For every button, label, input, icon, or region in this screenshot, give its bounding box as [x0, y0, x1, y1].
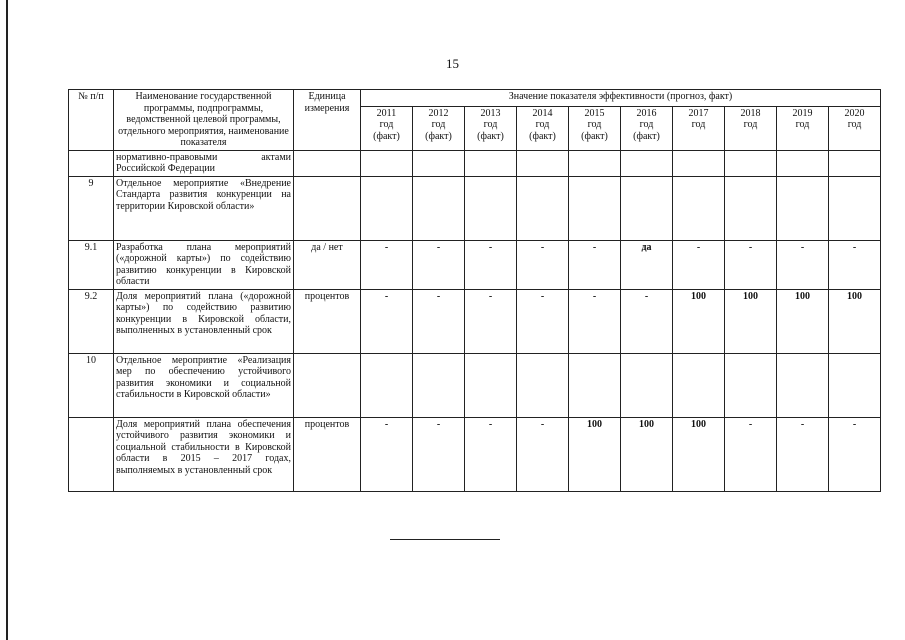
table-row — [69, 176, 881, 240]
row-value — [413, 353, 465, 417]
header-year-sub: год — [379, 119, 394, 131]
row-number — [69, 150, 114, 176]
margin-rule — [6, 0, 8, 640]
table-row — [69, 353, 881, 417]
header-year-note: (факт) — [477, 130, 504, 142]
header-year-year: 2013 — [480, 107, 501, 119]
header-name: Наименование государственной программы, подпрограммы, ведомственной целевой программы, отдельного мероприятия, наименование показателя — [114, 90, 294, 151]
header-year-2012 — [413, 106, 465, 150]
row-value: 100 — [673, 417, 725, 491]
row-value — [621, 353, 673, 417]
header-values-title: Значение показателя эффективности (прогноз, факт) — [361, 90, 881, 107]
row-number — [69, 417, 114, 491]
table-row — [69, 150, 881, 176]
header-year-note: (факт) — [581, 130, 608, 142]
table-row — [69, 289, 881, 353]
row-number: 9.1 — [69, 240, 114, 289]
table-row — [69, 240, 881, 289]
row-value: 100 — [569, 417, 621, 491]
header-year-2011 — [361, 106, 413, 150]
row-value: - — [725, 240, 777, 289]
row-value — [829, 176, 881, 240]
row-unit — [294, 150, 361, 176]
row-value: - — [777, 240, 829, 289]
header-year-note: (факт) — [529, 130, 556, 142]
header-year-sub: год — [535, 119, 550, 131]
row-value: 100 — [673, 289, 725, 353]
row-value: 100 — [777, 289, 829, 353]
header-year-sub: год — [483, 119, 498, 131]
row-value — [673, 176, 725, 240]
row-value — [673, 150, 725, 176]
header-year-2016 — [621, 106, 673, 150]
row-name: Доля мероприятий плана («дорожной карты») по содействию развитию конкуренции в Кировской области, выполненных в установленный срок — [114, 289, 294, 353]
row-value: да — [621, 240, 673, 289]
header-year-2015 — [569, 106, 621, 150]
header-year-year: 2015 — [584, 107, 605, 119]
row-value — [517, 353, 569, 417]
row-value — [777, 353, 829, 417]
row-value: - — [361, 417, 413, 491]
row-unit: процентов — [294, 417, 361, 491]
row-value: - — [621, 289, 673, 353]
row-value — [569, 176, 621, 240]
row-value — [465, 150, 517, 176]
row-value — [361, 176, 413, 240]
header-year-2014 — [517, 106, 569, 150]
row-value — [725, 353, 777, 417]
row-value — [725, 150, 777, 176]
row-unit: процентов — [294, 289, 361, 353]
row-unit — [294, 176, 361, 240]
row-value — [517, 150, 569, 176]
row-value: - — [725, 417, 777, 491]
row-value — [465, 353, 517, 417]
header-year-2019 — [777, 106, 829, 150]
row-value — [361, 150, 413, 176]
header-year-2013 — [465, 106, 517, 150]
header-year-sub: год — [691, 119, 706, 131]
row-value — [673, 353, 725, 417]
header-year-sub: год — [587, 119, 602, 131]
row-value — [361, 353, 413, 417]
row-number: 10 — [69, 353, 114, 417]
indicators-table — [68, 89, 881, 492]
page-number: 15 — [446, 56, 459, 71]
row-value — [829, 150, 881, 176]
row-value: 100 — [621, 417, 673, 491]
row-value: - — [413, 417, 465, 491]
row-value: - — [777, 417, 829, 491]
row-value — [465, 176, 517, 240]
header-year-year: 2012 — [428, 107, 449, 119]
header-year-year: 2014 — [532, 107, 553, 119]
header-num: № п/п — [69, 90, 114, 151]
table-row — [69, 417, 881, 491]
row-value — [777, 176, 829, 240]
row-value — [829, 353, 881, 417]
header-year-note: (факт) — [633, 130, 660, 142]
row-unit: да / нет — [294, 240, 361, 289]
row-value: - — [413, 240, 465, 289]
header-year-year: 2018 — [740, 107, 761, 119]
row-unit — [294, 353, 361, 417]
header-row — [69, 90, 881, 107]
header-year-note: (факт) — [373, 130, 400, 142]
row-value: - — [413, 289, 465, 353]
row-value: - — [569, 240, 621, 289]
header-year-year: 2019 — [792, 107, 813, 119]
header-unit: Единица измерения — [294, 90, 361, 151]
row-value: - — [673, 240, 725, 289]
header-year-2020 — [829, 106, 881, 150]
header-year-sub: год — [847, 119, 862, 131]
row-value — [725, 176, 777, 240]
row-name: Доля мероприятий плана обеспечения устойчивого развития экономики и социальной стабильности в Кировской области в 2015 – 2017 годах, выполняемых в установленный срок — [114, 417, 294, 491]
row-value: - — [517, 240, 569, 289]
header-year-note: (факт) — [425, 130, 452, 142]
row-value — [777, 150, 829, 176]
row-value: - — [465, 289, 517, 353]
header-year-sub: год — [431, 119, 446, 131]
row-name: нормативно-правовыми актами Российской Федерации — [114, 150, 294, 176]
row-value — [413, 176, 465, 240]
row-value: - — [361, 289, 413, 353]
bottom-rule — [390, 539, 500, 540]
row-value: 100 — [725, 289, 777, 353]
row-number: 9 — [69, 176, 114, 240]
header-year-year: 2016 — [636, 107, 657, 119]
row-name: Отдельное мероприятие «Реализация мер по обеспечению устойчивого развития экономики и социальной стабильности в Кировской области» — [114, 353, 294, 417]
header-year-2018 — [725, 106, 777, 150]
row-number: 9.2 — [69, 289, 114, 353]
header-year-year: 2011 — [376, 107, 397, 119]
header-year-2017 — [673, 106, 725, 150]
row-value: - — [465, 417, 517, 491]
row-value — [621, 150, 673, 176]
row-value: - — [465, 240, 517, 289]
row-name: Разработка плана мероприятий («дорожной карты») по содействию развитию конкуренции в Кировской области — [114, 240, 294, 289]
row-value: - — [517, 417, 569, 491]
row-value — [569, 353, 621, 417]
row-value: - — [569, 289, 621, 353]
row-value — [569, 150, 621, 176]
row-value: - — [829, 240, 881, 289]
header-year-sub: год — [639, 119, 654, 131]
row-value — [517, 176, 569, 240]
header-year-year: 2017 — [688, 107, 709, 119]
row-value: 100 — [829, 289, 881, 353]
row-value: - — [361, 240, 413, 289]
row-value: - — [517, 289, 569, 353]
header-year-year: 2020 — [844, 107, 865, 119]
row-name: Отдельное мероприятие «Внедрение Стандарта развития конкуренции на территории Кировской области» — [114, 176, 294, 240]
header-year-sub: год — [795, 119, 810, 131]
header-year-sub: год — [743, 119, 758, 131]
row-value: - — [829, 417, 881, 491]
row-value — [621, 176, 673, 240]
row-value — [413, 150, 465, 176]
